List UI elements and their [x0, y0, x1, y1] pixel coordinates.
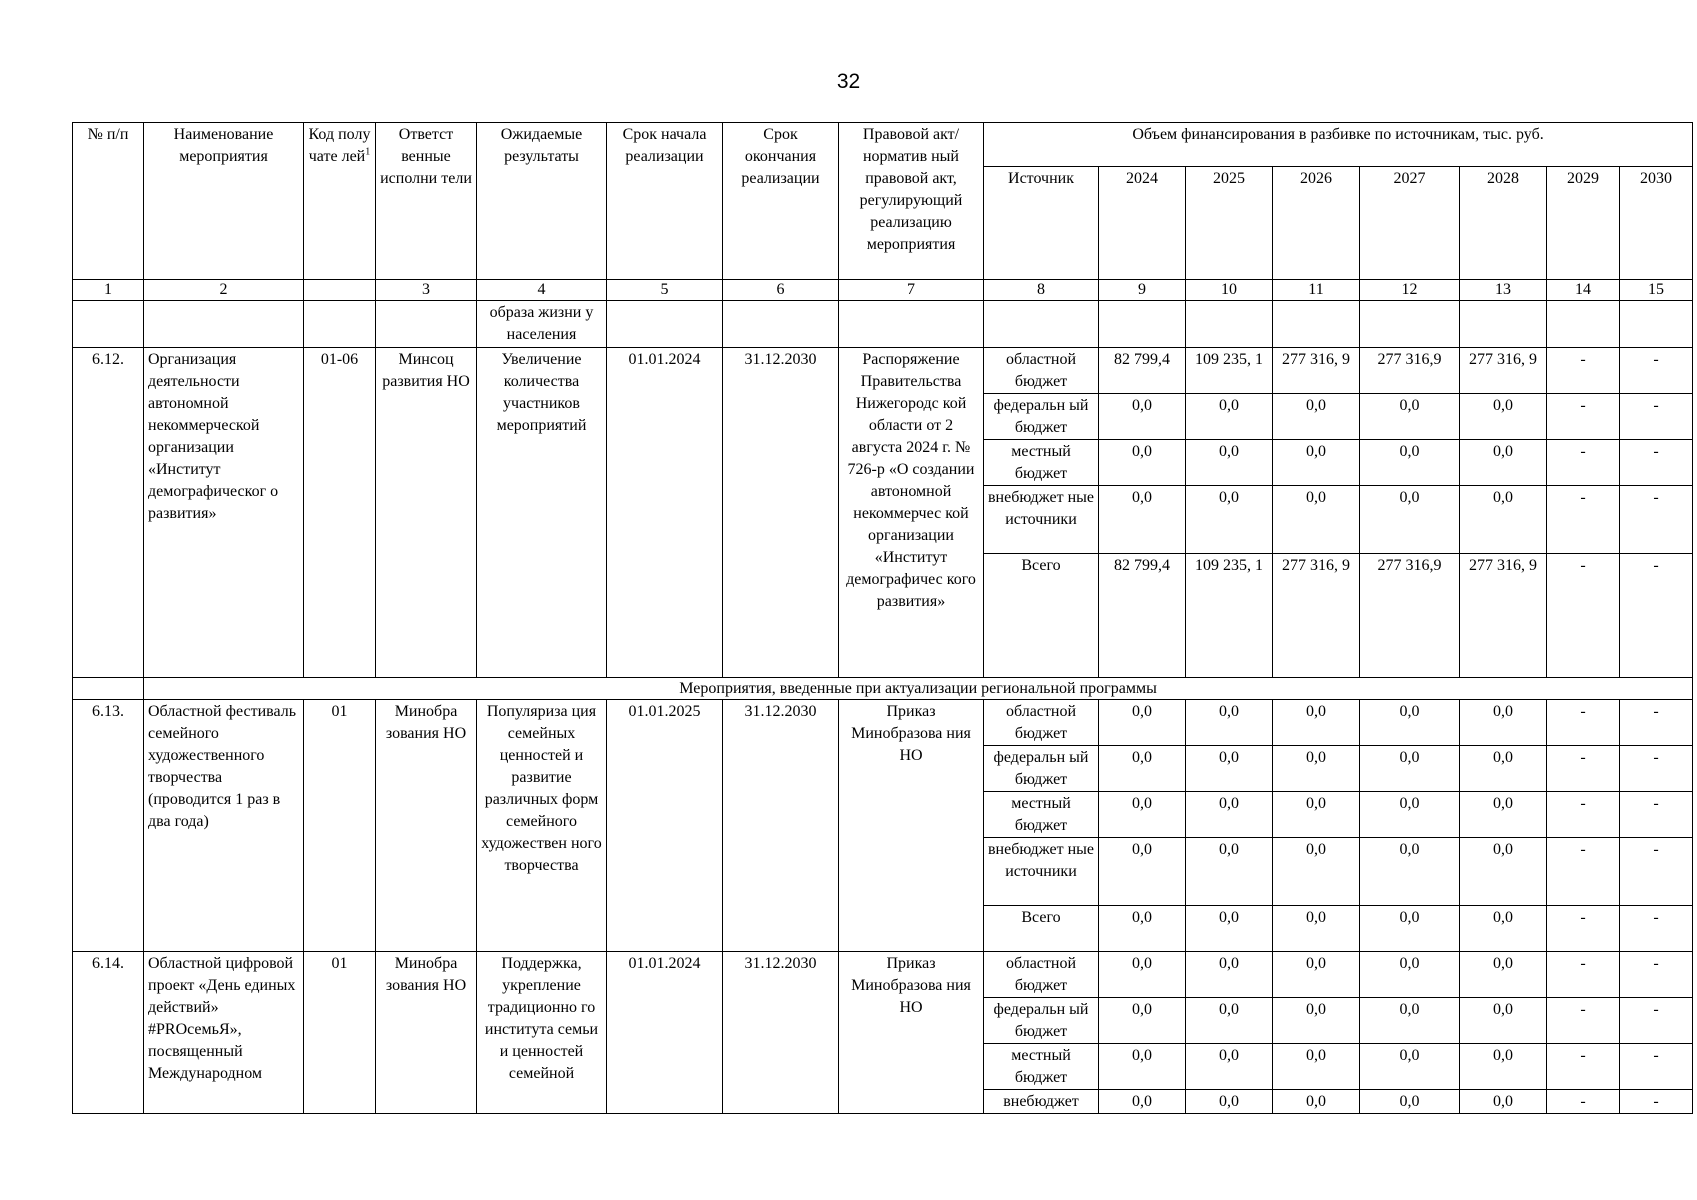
finance-source: областной бюджет — [984, 952, 1099, 998]
header-responsible: Ответст венные исполни тели — [376, 123, 477, 280]
finance-value: 0,0 — [1360, 998, 1460, 1044]
column-number-row — [73, 280, 1693, 301]
finance-value: 0,0 — [1186, 1044, 1273, 1090]
finance-value: - — [1547, 792, 1620, 838]
finance-value: 0,0 — [1460, 700, 1547, 746]
finance-value: 0,0 — [1273, 952, 1360, 998]
finance-value: - — [1620, 998, 1693, 1044]
continuation-text: образа жизни у населения — [477, 301, 607, 348]
finance-value: 0,0 — [1360, 394, 1460, 440]
finance-value: 0,0 — [1360, 952, 1460, 998]
row-legal: Приказ Минобразова ния НО — [839, 700, 984, 952]
row-start: 01.01.2024 — [607, 348, 723, 678]
column-number: 8 — [984, 280, 1099, 301]
row-expected: Увеличение количества участников мероприятий — [477, 348, 607, 678]
finance-value: 109 235, 1 — [1186, 348, 1273, 394]
row-responsible: Минсоц развития НО — [376, 348, 477, 678]
finance-value: 0,0 — [1273, 394, 1360, 440]
header-name: Наименование мероприятия — [144, 123, 304, 280]
finance-value: 0,0 — [1186, 486, 1273, 554]
finance-value: 0,0 — [1360, 838, 1460, 906]
column-number: 9 — [1099, 280, 1186, 301]
finance-value: 277 316, 9 — [1273, 348, 1360, 394]
finance-value: - — [1620, 486, 1693, 554]
column-number: 5 — [607, 280, 723, 301]
finance-value: - — [1620, 792, 1693, 838]
finance-source: областной бюджет — [984, 700, 1099, 746]
header-financing: Объем финансирования в разбивке по источникам, тыс. руб. — [984, 123, 1693, 167]
header-expected: Ожидаемые результаты — [477, 123, 607, 280]
table-row — [73, 348, 1693, 394]
finance-value: - — [1547, 952, 1620, 998]
row-start: 01.01.2024 — [607, 952, 723, 1114]
header-legal: Правовой акт/норматив ный правовой акт, регулирующий реализацию мероприятия — [839, 123, 984, 280]
header-num: № п/п — [73, 123, 144, 280]
finance-source: федеральн ый бюджет — [984, 746, 1099, 792]
finance-value: - — [1547, 1044, 1620, 1090]
finance-value: 0,0 — [1360, 746, 1460, 792]
finance-value: 0,0 — [1460, 952, 1547, 998]
header-year: 2024 — [1099, 167, 1186, 280]
finance-source: внебюджет ные источники — [984, 838, 1099, 906]
header-year: 2027 — [1360, 167, 1460, 280]
finance-value: 0,0 — [1099, 440, 1186, 486]
section-row — [73, 678, 1693, 700]
header-code: Код полу чате лей$^1$ — [304, 123, 376, 280]
finance-value: 109 235, 1 — [1186, 554, 1273, 678]
column-number: 14 — [1547, 280, 1620, 301]
finance-value: - — [1620, 348, 1693, 394]
row-num: 6.14. — [73, 952, 144, 1114]
finance-value: 0,0 — [1360, 1090, 1460, 1114]
finance-source: местный бюджет — [984, 1044, 1099, 1090]
finance-value: 0,0 — [1273, 906, 1360, 952]
row-legal: Приказ Минобразова ния НО — [839, 952, 984, 1114]
finance-value: 0,0 — [1360, 1044, 1460, 1090]
finance-value: - — [1620, 440, 1693, 486]
finance-value: - — [1620, 700, 1693, 746]
finance-value: 0,0 — [1460, 792, 1547, 838]
finance-value: 0,0 — [1273, 1044, 1360, 1090]
finance-value: 0,0 — [1273, 746, 1360, 792]
finance-value: 0,0 — [1099, 394, 1186, 440]
finance-value: 0,0 — [1273, 998, 1360, 1044]
finance-value: - — [1547, 348, 1620, 394]
header-end: Срок окончания реализации — [723, 123, 839, 280]
finance-value: 0,0 — [1460, 998, 1547, 1044]
finance-value: 0,0 — [1273, 486, 1360, 554]
finance-value: 0,0 — [1360, 700, 1460, 746]
finance-source: внебюджет — [984, 1090, 1099, 1114]
column-number: 4 — [477, 280, 607, 301]
financing-table — [72, 122, 1693, 1114]
finance-value: - — [1547, 998, 1620, 1044]
section-title: Мероприятия, введенные при актуализации региональной программы — [144, 678, 1693, 700]
finance-value: 0,0 — [1460, 906, 1547, 952]
table-row — [73, 952, 1693, 998]
finance-source: Всего — [984, 554, 1099, 678]
finance-value: 0,0 — [1273, 792, 1360, 838]
row-name: Областной фестиваль семейного художественного творчества (проводится 1 раз в два года) — [144, 700, 304, 952]
finance-value: 0,0 — [1186, 746, 1273, 792]
finance-value: 82 799,4 — [1099, 554, 1186, 678]
finance-source: местный бюджет — [984, 792, 1099, 838]
page-number: 32 — [836, 70, 861, 93]
header-year: 2029 — [1547, 167, 1620, 280]
finance-value: 0,0 — [1099, 700, 1186, 746]
table-row — [73, 700, 1693, 746]
header-year: 2028 — [1460, 167, 1547, 280]
row-expected: Популяриза ция семейных ценностей и развитие различных форм семейного художествен ного творчества — [477, 700, 607, 952]
finance-value: 0,0 — [1460, 440, 1547, 486]
finance-value: - — [1620, 838, 1693, 906]
column-number: 1 — [73, 280, 144, 301]
row-expected: Поддержка, укрепление традиционно го института семьи и ценностей семейной — [477, 952, 607, 1114]
finance-value: 0,0 — [1460, 746, 1547, 792]
row-name: Организация деятельности автономной некоммерческой организации «Институт демографическог о развития» — [144, 348, 304, 678]
finance-value: 277 316, 9 — [1273, 554, 1360, 678]
finance-value: - — [1620, 1090, 1693, 1114]
finance-value: 0,0 — [1099, 746, 1186, 792]
finance-value: 0,0 — [1186, 394, 1273, 440]
column-number: 11 — [1273, 280, 1360, 301]
finance-value: - — [1620, 746, 1693, 792]
finance-value: 0,0 — [1099, 998, 1186, 1044]
finance-value: - — [1620, 952, 1693, 998]
header-year: 2026 — [1273, 167, 1360, 280]
finance-value: 0,0 — [1099, 486, 1186, 554]
column-number: 12 — [1360, 280, 1460, 301]
finance-value: - — [1547, 440, 1620, 486]
header-row — [73, 123, 1693, 167]
column-number: 10 — [1186, 280, 1273, 301]
finance-source: федеральн ый бюджет — [984, 394, 1099, 440]
row-code: 01 — [304, 952, 376, 1114]
finance-value: 0,0 — [1460, 1090, 1547, 1114]
finance-value: 0,0 — [1273, 838, 1360, 906]
finance-value: 0,0 — [1099, 792, 1186, 838]
finance-value: 0,0 — [1186, 838, 1273, 906]
finance-value: 0,0 — [1099, 952, 1186, 998]
finance-value: 0,0 — [1360, 906, 1460, 952]
finance-value: 0,0 — [1273, 1090, 1360, 1114]
finance-value: 277 316, 9 — [1460, 554, 1547, 678]
row-end: 31.12.2030 — [723, 700, 839, 952]
row-code: 01 — [304, 700, 376, 952]
finance-value: 82 799,4 — [1099, 348, 1186, 394]
finance-value: - — [1547, 906, 1620, 952]
finance-value: - — [1547, 1090, 1620, 1114]
row-end: 31.12.2030 — [723, 952, 839, 1114]
column-number: 2 — [144, 280, 304, 301]
finance-value: - — [1620, 906, 1693, 952]
row-code: 01-06 — [304, 348, 376, 678]
finance-value: - — [1620, 554, 1693, 678]
finance-source: федеральн ый бюджет — [984, 998, 1099, 1044]
finance-value: - — [1547, 486, 1620, 554]
finance-value: 0,0 — [1460, 838, 1547, 906]
finance-value: 0,0 — [1460, 394, 1547, 440]
row-responsible: Минобра зования НО — [376, 952, 477, 1114]
header-year: 2025 — [1186, 167, 1273, 280]
finance-value: - — [1547, 394, 1620, 440]
finance-value: 0,0 — [1186, 952, 1273, 998]
header-year: 2030 — [1620, 167, 1693, 280]
finance-value: 0,0 — [1099, 1090, 1186, 1114]
finance-value: 0,0 — [1186, 792, 1273, 838]
header-start: Срок начала реализации — [607, 123, 723, 280]
finance-source: областной бюджет — [984, 348, 1099, 394]
continuation-row — [73, 301, 1693, 348]
finance-source: Всего — [984, 906, 1099, 952]
column-number: 6 — [723, 280, 839, 301]
finance-value: - — [1547, 838, 1620, 906]
row-legal: Распоряжение Правительства Нижегородс кой области от 2 августа 2024 г. № 726-р «О создании автономной некоммерчес кой организации «Институт демографичес кого развития» — [839, 348, 984, 678]
row-num: 6.13. — [73, 700, 144, 952]
finance-value: - — [1547, 700, 1620, 746]
row-end: 31.12.2030 — [723, 348, 839, 678]
finance-value: 0,0 — [1186, 906, 1273, 952]
finance-value: 277 316,9 — [1360, 554, 1460, 678]
finance-value: - — [1620, 1044, 1693, 1090]
finance-value: 0,0 — [1186, 700, 1273, 746]
finance-value: 0,0 — [1460, 486, 1547, 554]
column-number — [304, 280, 376, 301]
finance-value: 277 316, 9 — [1460, 348, 1547, 394]
finance-value: 0,0 — [1186, 440, 1273, 486]
column-number: 7 — [839, 280, 984, 301]
finance-value: 277 316,9 — [1360, 348, 1460, 394]
row-responsible: Минобра зования НО — [376, 700, 477, 952]
finance-value: 0,0 — [1273, 700, 1360, 746]
row-num: 6.12. — [73, 348, 144, 678]
finance-source: местный бюджет — [984, 440, 1099, 486]
finance-value: 0,0 — [1460, 1044, 1547, 1090]
finance-value: 0,0 — [1360, 792, 1460, 838]
column-number: 15 — [1620, 280, 1693, 301]
finance-value: 0,0 — [1099, 1044, 1186, 1090]
finance-value: - — [1547, 746, 1620, 792]
finance-value: 0,0 — [1099, 906, 1186, 952]
finance-source: внебюджет ные источники — [984, 486, 1099, 554]
row-start: 01.01.2025 — [607, 700, 723, 952]
finance-value: 0,0 — [1099, 838, 1186, 906]
finance-value: 0,0 — [1360, 486, 1460, 554]
finance-value: 0,0 — [1273, 440, 1360, 486]
header-source: Источник — [984, 167, 1099, 280]
finance-value: 0,0 — [1360, 440, 1460, 486]
finance-value: 0,0 — [1186, 1090, 1273, 1114]
finance-value: - — [1547, 554, 1620, 678]
finance-value: - — [1620, 394, 1693, 440]
row-name: Областной цифровой проект «День единых действий» #PROсемьЯ», посвященный Международном — [144, 952, 304, 1114]
column-number: 13 — [1460, 280, 1547, 301]
finance-value: 0,0 — [1186, 998, 1273, 1044]
column-number: 3 — [376, 280, 477, 301]
